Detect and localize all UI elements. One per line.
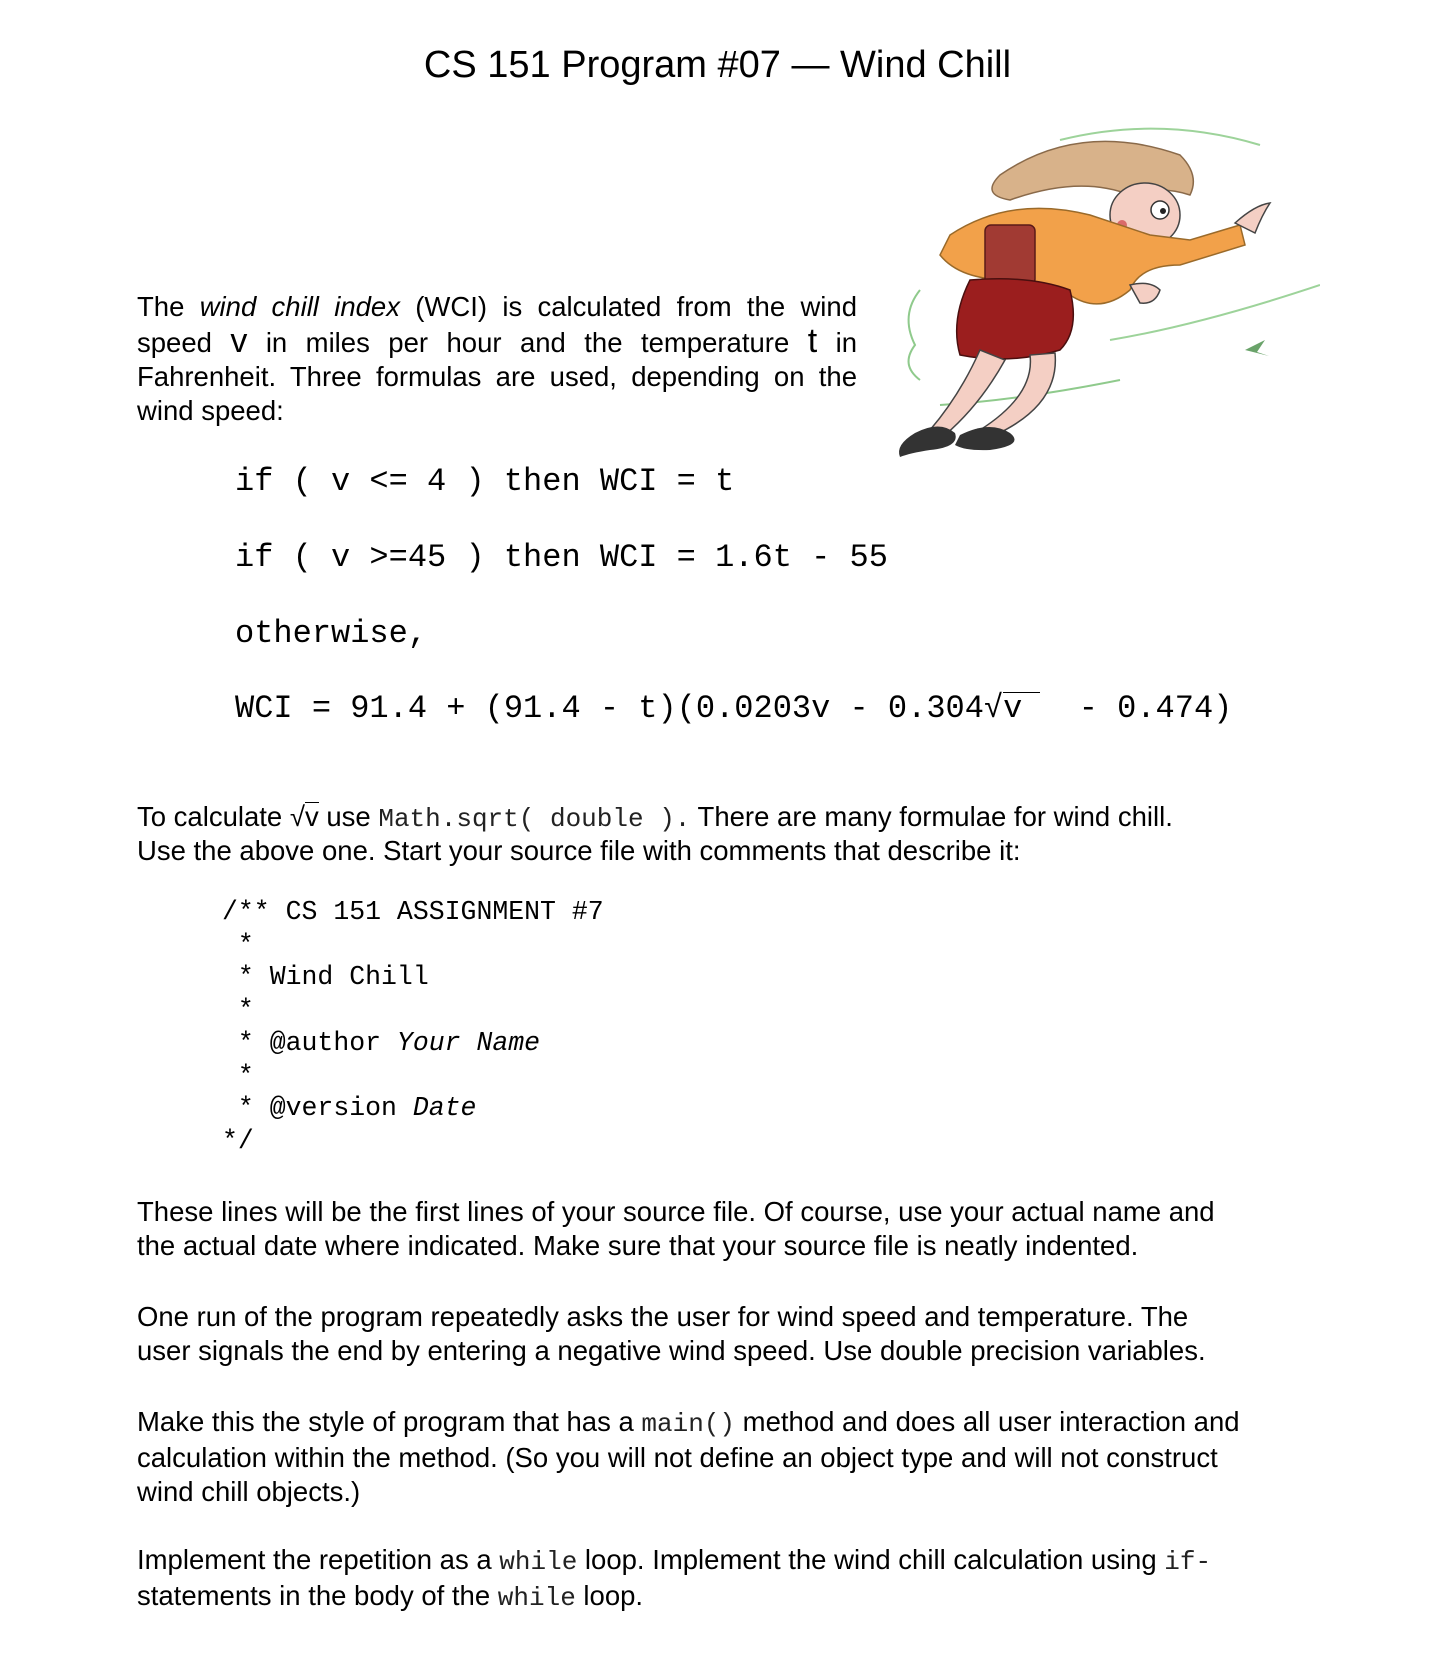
paragraph-style: Make this the style of program that has a main() method and does all user interaction and calculation within the method. (So you will not define an object type and will not construct wind chill objects.)	[137, 1406, 1240, 1507]
sqrt-paragraph-line1: To calculate √v use Math.sqrt( double ). There are many formulae for wind chill.	[137, 801, 1173, 834]
while-code: while	[499, 1547, 578, 1577]
formula-1: if ( v <= 4 ) then WCI = t	[235, 463, 735, 500]
skirt	[957, 279, 1074, 359]
sqrt-paragraph-line2: Use the above one. Start your source file with comments that describe it:	[137, 835, 1021, 866]
while-code-2: while	[497, 1583, 576, 1613]
paragraph-loop: Implement the repetition as a while loop. Implement the wind chill calculation using if- statements in the body of the while loop.	[137, 1544, 1212, 1613]
windy-girl-illustration	[860, 115, 1320, 495]
bag	[985, 225, 1035, 285]
if-code: if-	[1164, 1547, 1212, 1577]
wind-stroke-left	[909, 290, 920, 380]
sqrt-symbol: √v	[984, 690, 1040, 727]
var-t: t	[807, 322, 818, 360]
formula-3: WCI = 91.4 + (91.4 - t)(0.0203v - 0.304√v - 0.474)	[235, 690, 1233, 727]
paragraph-first-lines: These lines will be the first lines of your source file. Of course, use your actual name and the actual date where indicated. Make sure that your source file is neatly indented.	[137, 1196, 1215, 1261]
formula-2: if ( v >=45 ) then WCI = 1.6t - 55	[235, 539, 888, 576]
var-v: v	[230, 322, 248, 360]
intro-paragraph: The wind chill index (WCI) is calculated from the wind speed v in miles per hour and the temperature t in Fahrenheit. Three formulas are used, depending on the wind speed:	[137, 291, 857, 426]
math-sqrt-code: Math.sqrt( double ).	[378, 804, 691, 834]
eye	[1151, 201, 1169, 219]
formula-otherwise: otherwise,	[235, 615, 428, 652]
leaf-icon	[1245, 340, 1269, 356]
paragraph-run: One run of the program repeatedly asks the user for wind speed and temperature. The user signals the end by entering a negative wind speed. Use double precision variables.	[137, 1301, 1206, 1366]
legs	[930, 350, 1055, 435]
comment-block: /** CS 151 ASSIGNMENT #7 * * Wind Chill * * @author Your Name * * @version Date */	[222, 897, 604, 1156]
page-title: CS 151 Program #07 — Wind Chill	[423, 44, 1012, 86]
main-code: main()	[641, 1409, 736, 1439]
shoe-left	[899, 427, 956, 458]
